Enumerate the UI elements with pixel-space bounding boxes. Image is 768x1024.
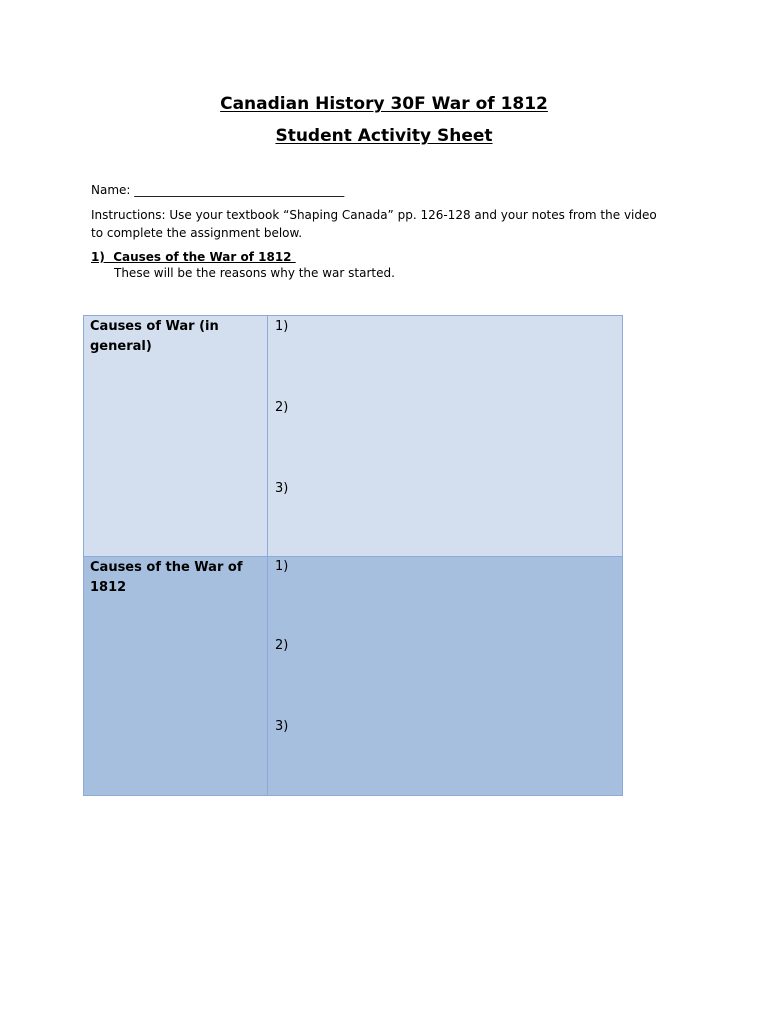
table-row — [84, 556, 622, 795]
section-heading-causes: 1) Causes of the War of 1812 — [91, 250, 296, 264]
answer-number: 2) — [275, 638, 289, 653]
section-subtext: These will be the reasons why the war started. — [114, 266, 395, 280]
answer-number: 1) — [275, 319, 289, 334]
instructions-text: Instructions: Use your textbook “Shaping Canada” pp. 126-128 and your notes from the video to complete the assignment below. — [91, 208, 657, 240]
answer-number: 2) — [275, 400, 289, 415]
row-label-causes-general: Causes of War (in general) — [84, 316, 268, 556]
answer-number: 1) — [275, 559, 289, 574]
answer-cell — [268, 316, 622, 556]
answer-cell — [268, 557, 622, 795]
answer-number: 3) — [275, 719, 289, 734]
row-label-causes-1812: Causes of the War of 1812 — [84, 557, 268, 795]
document-title: Canadian History 30F War of 1812 — [220, 94, 548, 114]
answer-number: 3) — [275, 481, 289, 496]
name-field-line: Name: ___________________________________ — [91, 183, 345, 197]
document-subtitle: Student Activity Sheet — [275, 126, 493, 146]
causes-table — [83, 315, 623, 796]
table-row — [84, 316, 622, 556]
